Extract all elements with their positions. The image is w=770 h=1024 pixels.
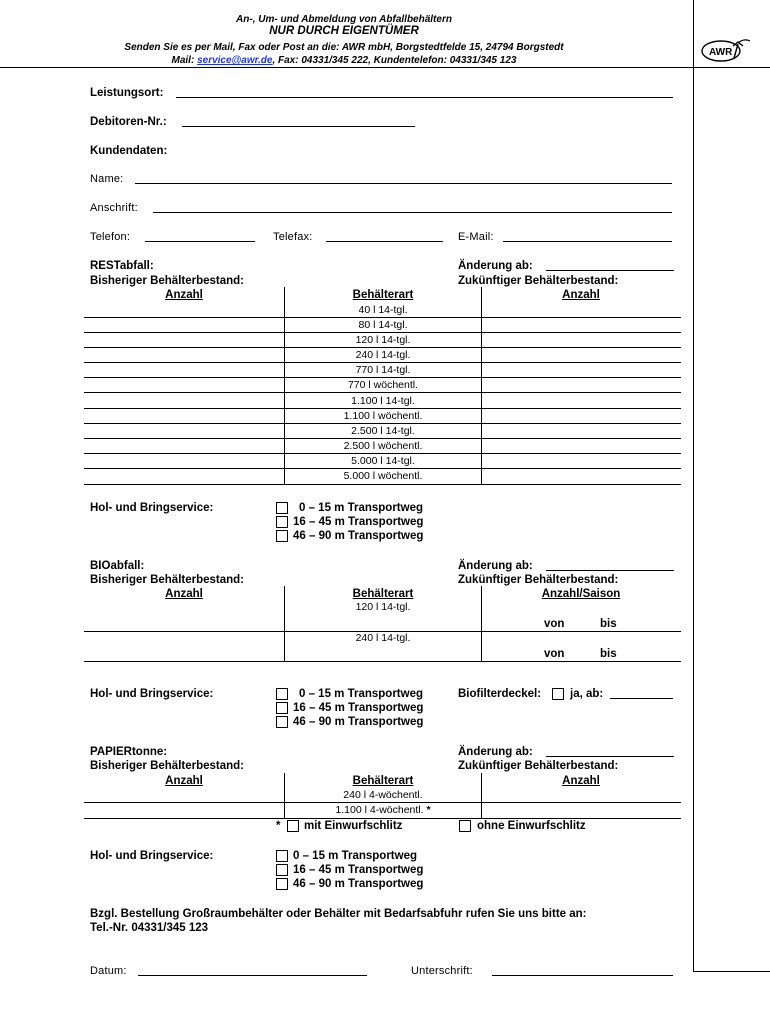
rest-row: 2.500 l 14-tgl. <box>351 425 415 437</box>
bio-von: von <box>544 648 565 660</box>
rest-row: 240 l 14-tgl. <box>355 349 411 361</box>
anschrift-field[interactable] <box>153 201 672 213</box>
rest-row: 1.100 l 14-tgl. <box>351 395 415 407</box>
rest-row-line <box>84 362 681 363</box>
papier-bisheriger: Bisheriger Behälterbestand: <box>90 760 245 772</box>
rest-behaelterart: Behälterart <box>352 289 414 301</box>
papier-service-option: 46 – 90 m Transportweg <box>293 878 424 890</box>
bio-behaelterart: Behälterart <box>352 588 414 600</box>
bio-service-checkbox-1[interactable] <box>276 702 288 714</box>
rest-row: 80 l 14-tgl. <box>358 319 408 331</box>
papier-anzahl-left: Anzahl <box>165 775 203 787</box>
bio-row: 120 l 14-tgl. <box>355 601 411 613</box>
email-field[interactable] <box>503 230 672 242</box>
rest-bisheriger: Bisheriger Behälterbestand: <box>90 275 245 287</box>
papier-row: 240 l 4-wöchentl. <box>343 789 423 801</box>
bio-title: BIOabfall: <box>90 560 145 572</box>
rest-row: 2.500 l wöchentl. <box>343 440 423 452</box>
mit-einwurf-checkbox[interactable] <box>287 820 299 832</box>
rest-row-line <box>84 377 681 378</box>
leistungsort-label: Leistungsort: <box>90 87 164 99</box>
telefax-field[interactable] <box>326 230 443 242</box>
rest-row: 770 l wöchentl. <box>347 379 419 391</box>
rest-row-line <box>84 438 681 439</box>
rest-row-line <box>84 408 681 409</box>
bio-service-option: 0 – 15 m Transportweg <box>299 688 423 700</box>
papier-aenderung-label: Änderung ab: <box>458 746 533 758</box>
rest-row-line <box>84 392 681 393</box>
bio-row-line <box>84 661 681 662</box>
biofilter-date-field[interactable] <box>610 687 673 699</box>
footer-note: Bzgl. Bestellung Großraumbehälter oder Behälter mit Bedarfsabfuhr rufen Sie uns bitte an: <box>90 908 587 920</box>
email-label: E-Mail: <box>458 231 494 243</box>
rest-row-line <box>84 423 681 424</box>
bio-col-divider-right <box>481 586 482 662</box>
rest-row-line <box>84 332 681 333</box>
contact-suffix: , Fax: 04331/345 222, Kundentelefon: 04331/345 123 <box>272 55 517 66</box>
mit-star: * <box>276 820 281 832</box>
bio-zukuenftiger: Zukünftiger Behälterbestand: <box>458 574 619 586</box>
bio-service-label: Hol- und Bringservice: <box>90 688 214 700</box>
rest-row-line <box>84 453 681 454</box>
rest-service-option: 16 – 45 m Transportweg <box>293 516 424 528</box>
mail-link[interactable]: service@awr.de <box>197 55 273 66</box>
rest-anzahl-right: Anzahl <box>562 289 600 301</box>
rest-row: 120 l 14-tgl. <box>355 334 411 346</box>
rest-row-line <box>84 317 681 318</box>
rest-row-line <box>84 468 681 469</box>
papier-service-checkbox-2[interactable] <box>276 878 288 890</box>
bio-aenderung-label: Änderung ab: <box>458 560 533 572</box>
bio-von: von <box>544 618 565 630</box>
ohne-einwurf-label: ohne Einwurfschlitz <box>477 820 586 832</box>
name-label: Name: <box>90 173 124 185</box>
papier-service-option: 16 – 45 m Transportweg <box>293 864 424 876</box>
bio-service-option: 16 – 45 m Transportweg <box>293 702 424 714</box>
anschrift-label: Anschrift: <box>90 202 138 214</box>
header-line2: NUR DURCH EIGENTÜMER <box>269 25 419 37</box>
mail-prefix: Mail: <box>171 55 198 66</box>
papier-title: PAPIERtonne: <box>90 746 168 758</box>
rest-aenderung-label: Änderung ab: <box>458 260 533 272</box>
papier-row-text: 1.100 l 4-wöchentl. <box>335 804 424 816</box>
bio-aenderung-field[interactable] <box>546 559 674 571</box>
rest-aenderung-field[interactable] <box>546 259 674 271</box>
rest-title: RESTabfall: <box>90 260 154 272</box>
awr-logo <box>700 36 752 64</box>
rest-service-checkbox-2[interactable] <box>276 530 288 542</box>
bio-service-option: 46 – 90 m Transportweg <box>293 716 424 728</box>
papier-row-star: * <box>426 804 431 816</box>
footer-phone: Tel.-Nr. 04331/345 123 <box>90 922 209 934</box>
biofilter-label: Biofilterdeckel: <box>458 688 542 700</box>
name-field[interactable] <box>135 172 672 184</box>
telefax-label: Telefax: <box>273 231 313 243</box>
debitoren-label: Debitoren-Nr.: <box>90 116 167 128</box>
telefon-field[interactable] <box>145 230 255 242</box>
bio-bisheriger: Bisheriger Behälterbestand: <box>90 574 245 586</box>
ohne-einwurf-checkbox[interactable] <box>459 820 471 832</box>
papier-row-line <box>84 802 681 803</box>
papier-aenderung-field[interactable] <box>546 745 674 757</box>
rest-row: 5.000 l 14-tgl. <box>351 455 415 467</box>
papier-zukuenftiger: Zukünftiger Behälterbestand: <box>458 760 619 772</box>
bio-service-checkbox-2[interactable] <box>276 716 288 728</box>
unterschrift-label: Unterschrift: <box>411 965 473 977</box>
papier-service-checkbox-0[interactable] <box>276 850 288 862</box>
bio-bis: bis <box>600 618 617 630</box>
papier-service-option: 0 – 15 m Transportweg <box>293 850 417 862</box>
rest-row-line <box>84 347 681 348</box>
header-line1: An-, Um- und Abmeldung von Abfallbehältern <box>236 14 452 25</box>
papier-row <box>285 804 481 817</box>
rest-row: 1.100 l wöchentl. <box>343 410 423 422</box>
rest-row-line <box>84 484 681 485</box>
rest-service-checkbox-0[interactable] <box>276 502 288 514</box>
bio-anzahl-left: Anzahl <box>165 588 203 600</box>
debitoren-field[interactable] <box>182 115 415 127</box>
right-border <box>693 0 694 971</box>
rest-row: 5.000 l wöchentl. <box>343 470 423 482</box>
papier-behaelterart: Behälterart <box>352 775 414 787</box>
awr-logo-icon <box>700 36 752 64</box>
datum-label: Datum: <box>90 965 127 977</box>
unterschrift-field[interactable] <box>492 964 673 976</box>
datum-field[interactable] <box>138 964 367 976</box>
header-contact <box>0 55 688 66</box>
bio-row: 240 l 14-tgl. <box>355 632 411 644</box>
leistungsort-field[interactable] <box>176 86 673 98</box>
rest-row: 770 l 14-tgl. <box>355 364 411 376</box>
biofilter-ja: ja, ab: <box>570 688 604 700</box>
rest-service-option: 46 – 90 m Transportweg <box>293 530 424 542</box>
mit-einwurf-label: mit Einwurfschlitz <box>304 820 403 832</box>
kundendaten-label: Kundendaten: <box>90 145 168 157</box>
logo-text: AWR <box>709 47 733 58</box>
rest-row: 40 l 14-tgl. <box>358 304 408 316</box>
bio-anzahl-saison: Anzahl/Saison <box>541 588 621 600</box>
rest-service-label: Hol- und Bringservice: <box>90 502 214 514</box>
papier-col-divider-right <box>481 773 482 819</box>
papier-service-label: Hol- und Bringservice: <box>90 850 214 862</box>
header-divider <box>0 67 770 68</box>
bio-bis: bis <box>600 648 617 660</box>
bio-service-checkbox-0[interactable] <box>276 688 288 700</box>
biofilter-checkbox[interactable] <box>552 688 564 700</box>
telefon-label: Telefon: <box>90 231 131 243</box>
rest-service-checkbox-1[interactable] <box>276 516 288 528</box>
bio-col-divider-left <box>284 586 285 662</box>
papier-anzahl-right: Anzahl <box>562 775 600 787</box>
papier-service-checkbox-1[interactable] <box>276 864 288 876</box>
header-address: Senden Sie es per Mail, Fax oder Post an die: AWR mbH, Borgstedtfelde 15, 24794 Borgstedt <box>124 42 564 53</box>
rest-service-option: 0 – 15 m Transportweg <box>299 502 423 514</box>
rest-anzahl-left: Anzahl <box>165 289 203 301</box>
right-border-bottom <box>693 971 770 972</box>
rest-zukuenftiger: Zukünftiger Behälterbestand: <box>458 275 619 287</box>
